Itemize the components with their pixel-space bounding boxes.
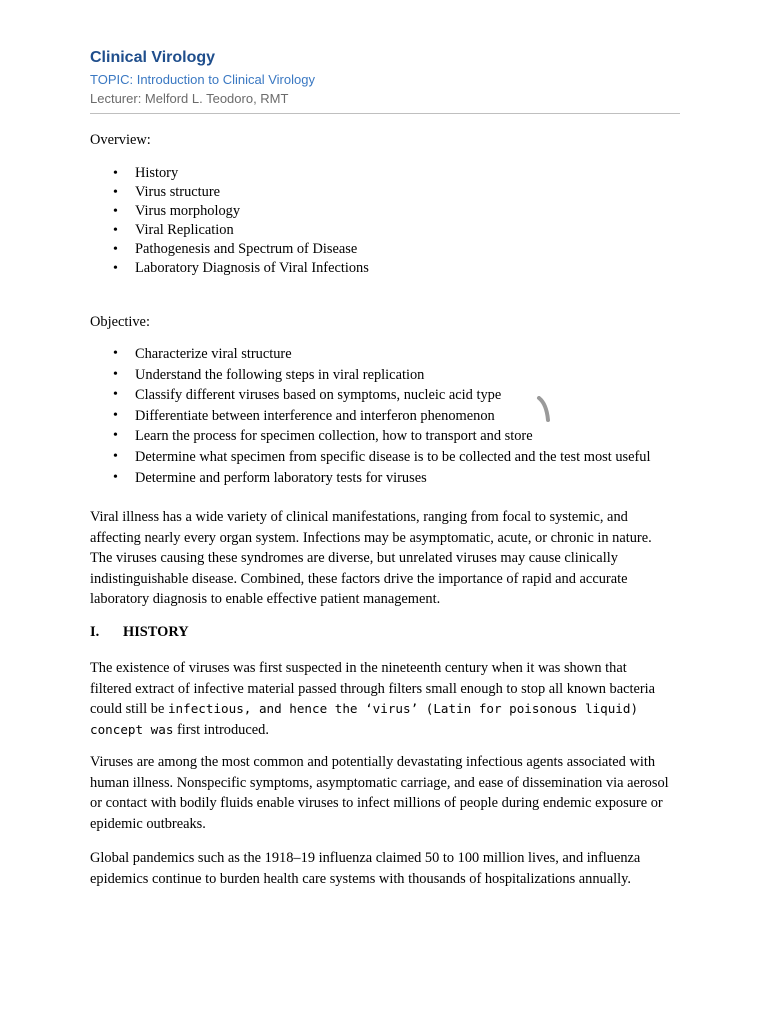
history-paragraph-3: Global pandemics such as the 1918–19 influenza claimed 50 to 100 million lives, and influenza epidemics continue to burden health care systems with thousands of hospitalizations annually. [90, 850, 641, 887]
section-heading [90, 622, 189, 642]
bullet-icon: • [113, 261, 118, 276]
list-item: • Characterize viral structure [90, 344, 651, 365]
intro-paragraph: Viral illness has a wide variety of clinical manifestations, ranging from focal to systemic, and affecting nearly every organ system. Infections may be asymptomatic, acute, or chronic in nature. The viruses causing these syndromes are diverse, but unrelated viruses may cause clinically indistinguishable disease. Combined, these factors drive the importance of rapid and accurate laboratory diagnosis to enable effective patient management. [90, 509, 652, 608]
bullet-icon: • [113, 223, 118, 238]
overview-list [90, 164, 369, 278]
list-item: • Differentiate between interference and interferon phenomenon [90, 406, 651, 427]
list-item: • Learn the process for specimen collection, how to transport and store [90, 426, 651, 447]
list-item: • Viral Replication [113, 222, 234, 238]
list-item: • Virus structure [113, 184, 221, 200]
bullet-icon: • [113, 448, 118, 464]
bullet-icon: • [113, 366, 118, 382]
bullet-icon: • [113, 407, 118, 423]
bullet-icon: • [113, 166, 118, 181]
list-item: • Determine and perform laboratory tests for viruses [90, 468, 651, 489]
bullet-icon: • [113, 387, 118, 403]
bullet-icon: • [113, 469, 118, 485]
list-item: • Determine what specimen from specific disease is to be collected and the test most useful [90, 447, 651, 468]
history-text: first introduced. [173, 721, 269, 738]
overview-label: Overview: [90, 132, 151, 148]
list-item: • Virus morphology [113, 203, 241, 219]
document-header [90, 48, 680, 114]
history-text: The existence of viruses was first suspected in the nineteenth century when it was shown that filtered extract of infective material passed through filters small enough to stop all known bacteria could still be [90, 660, 656, 718]
history-paragraph-2: Viruses are among the most common and potentially devastating infectious agents associated with human illness. Nonspecific symptoms, asymptomatic carriage, and ease of dissemination via aerosol or contact with bodily fluids enable viruses to infect millions of people during endemic exposure or epidemic outbreaks. [90, 754, 669, 832]
lecturer-line: Lecturer: Melford L. Teodoro, RMT [90, 91, 289, 106]
history-paragraph-1 [90, 658, 670, 740]
bullet-icon: • [113, 242, 118, 257]
course-title: Clinical Virology [90, 49, 216, 66]
list-item: • Pathogenesis and Spectrum of Disease [113, 241, 358, 257]
section-number: I. [90, 624, 100, 640]
bullet-icon: • [113, 428, 118, 444]
bullet-icon: • [113, 185, 118, 200]
list-item: • Understand the following steps in viral replication [90, 365, 651, 386]
bullet-icon: • [113, 204, 118, 219]
objective-label: Objective: [90, 314, 150, 330]
section-title: HISTORY [123, 624, 189, 640]
pen-mark-icon [536, 396, 550, 422]
list-item: • Laboratory Diagnosis of Viral Infections [113, 260, 369, 276]
header-divider [90, 113, 680, 114]
list-item: • History [113, 165, 179, 181]
bullet-icon: • [113, 346, 118, 361]
history-text-alt-font: infectious, and hence the ‘virus’ (Latin for poisonous liquid) concept was [90, 701, 639, 737]
topic-line: TOPIC: Introduction to Clinical Virology [90, 72, 315, 87]
objective-list [90, 344, 651, 488]
list-item: • Classify different viruses based on symptoms, nucleic acid type [90, 385, 651, 406]
